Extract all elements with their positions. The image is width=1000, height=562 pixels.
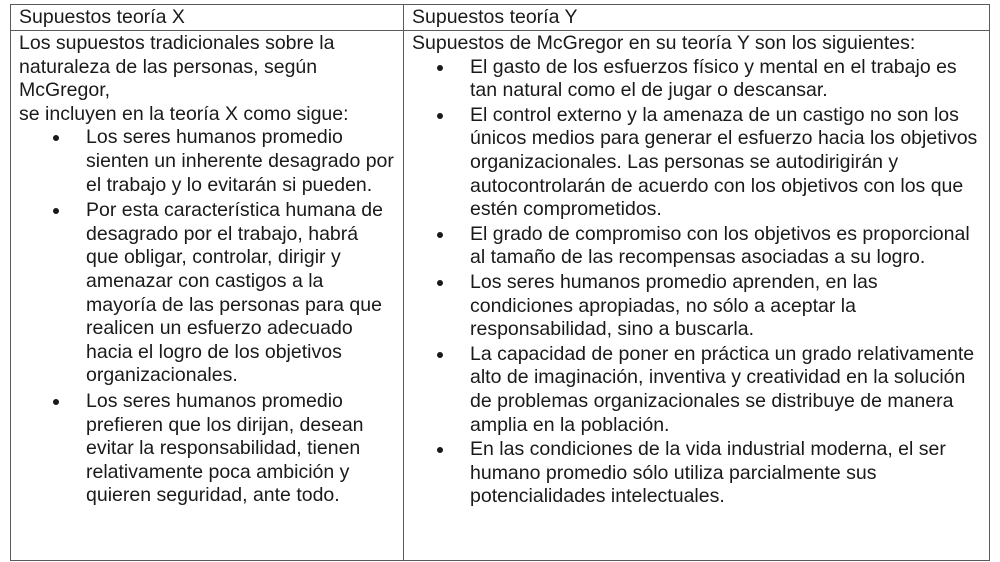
list-item: [470, 223, 981, 270]
bullet-icon: [437, 65, 443, 71]
list-item: [470, 271, 981, 342]
theory-x-intro-line: McGregor,: [19, 79, 111, 102]
list-item: [470, 438, 981, 509]
theory-x-intro-line: Los supuestos tradicionales sobre la: [19, 32, 335, 54]
list-item-text: Los seres humanos promedio aprenden, en las condiciones apropiadas, no sólo a aceptar la responsabilidad, sino a buscarla.: [470, 270, 878, 341]
bullet-icon: [437, 447, 443, 453]
theory-y-cell: [404, 31, 990, 561]
bullet-icon: [53, 208, 59, 214]
theory-comparison-table: [10, 4, 990, 561]
theory-x-bullet-list: [19, 126, 395, 508]
theory-x-intro-line: se incluyen en la teoría X como sigue:: [19, 102, 349, 125]
header-row: [11, 5, 990, 31]
list-item: [86, 126, 395, 197]
bullet-icon: [53, 135, 59, 141]
list-item-text: La capacidad de poner en práctica un grado relativamente alto de imaginación, inventiva y creatividad en la solución de problemas organizacionales se distribuye de manera amplia en la población.: [470, 342, 975, 436]
bullet-icon: [437, 113, 443, 119]
header-theory-y: Supuestos teoría Y: [404, 5, 990, 31]
list-item: [86, 199, 395, 388]
list-item: [470, 56, 981, 103]
list-item-text: Los seres humanos promedio prefieren que los dirijan, desean evitar la responsabilidad, tienen relativamente poca ambición y quieren seguridad, ante todo.: [86, 389, 364, 507]
list-item: [470, 104, 981, 222]
list-item-text: El control externo y la amenaza de un castigo no son los únicos medios para generar el esfuerzo hacia los objetivos organizacionales. Las personas se autodirigirán y autocontrolarán de acuerdo con los objetivos con los que estén comprometidos.: [470, 103, 978, 221]
list-item: [86, 390, 395, 508]
list-item-text: Por esta característica humana de desagrado por el trabajo, habrá que obligar, controlar, dirigir y amenazar con castigos a la mayoría de las personas para que realicen un esfuerzo adecuado hacia el logro de los objetivos organizacionales.: [86, 199, 383, 387]
list-item-text: Los seres humanos promedio sienten un inherente desagrado por el trabajo y lo evitarán si pueden.: [86, 126, 394, 196]
list-item-text: El grado de compromiso con los objetivos es proporcional al tamaño de las recompensas asociadas a su logro.: [470, 222, 970, 269]
list-item: [470, 343, 981, 437]
content-row: [11, 31, 990, 561]
bullet-icon: [437, 232, 443, 238]
list-item-text: El gasto de los esfuerzos físico y mental en el trabajo es tan natural como el de jugar o descansar.: [470, 55, 957, 102]
theory-x-intro-line: naturaleza de las personas, según: [19, 55, 318, 78]
theory-y-bullet-list: [412, 56, 981, 509]
bullet-icon: [53, 399, 59, 405]
theory-x-cell: [11, 31, 404, 561]
theory-y-intro: Supuestos de McGregor en su teoría Y son los siguientes:: [412, 32, 916, 54]
bullet-icon: [437, 280, 443, 286]
header-theory-x: Supuestos teoría X: [11, 5, 404, 31]
list-item-text: En las condiciones de la vida industrial moderna, el ser humano promedio sólo utiliza parcialmente sus potencialidades intelectuales.: [470, 438, 946, 508]
bullet-icon: [437, 352, 443, 358]
